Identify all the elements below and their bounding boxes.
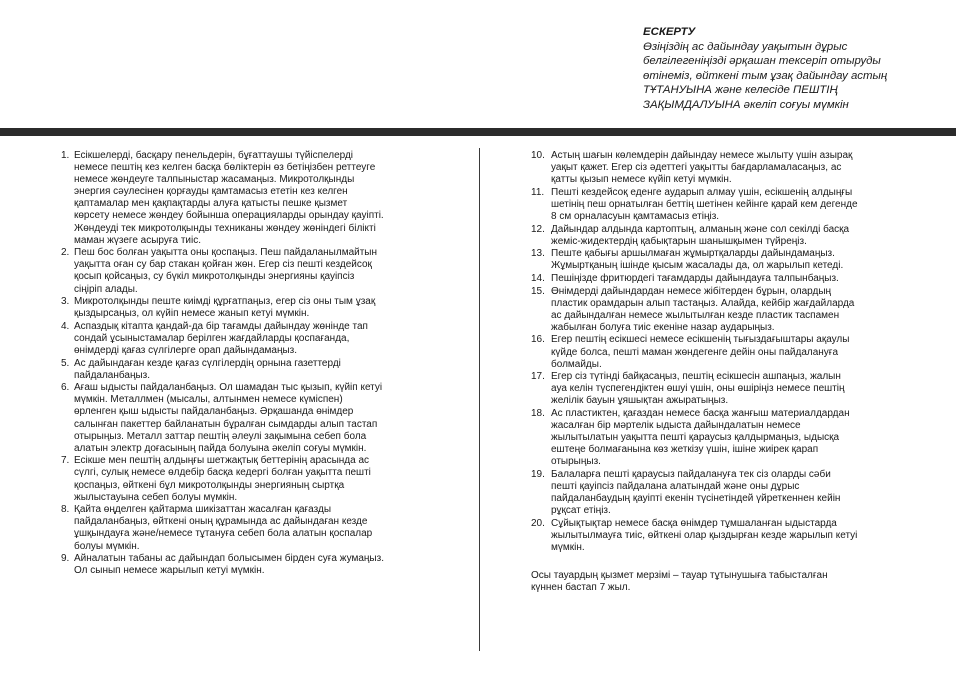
item-text: Микротолқынды пеште киімді құрғатпаңыз, егер сіз оны тым ұзақ қыздырсаңыз, ол күйіп немесе жанып кетуі мүмкін. [74,296,376,320]
item-number: 12. [531,223,545,235]
item-number: 5. [61,357,70,369]
column-divider [479,148,480,651]
instruction-item [531,248,931,272]
item-number: 3. [61,296,70,308]
item-number: 15. [531,285,545,297]
instruction-item [531,334,931,370]
item-text: Өнімдерді дайындардан немесе жібітерден бұрын, олардың пластик орамдарын алып тастаңыз. Алайда, кейбір жағдайларда ас дайындалған немесе жылытылған кезде пластик таспамен жабылған болуға тиіс екеніне назар аударыңыз. [551,285,855,333]
item-number: 8. [61,504,70,516]
item-number: 2. [61,247,70,259]
item-text: Пешіңізде фритюрдегі тағамдарды дайындауға талпынбаңыз. [551,272,839,284]
item-text: Егер сіз түтінді байқасаңыз, пештің есікшесін ашпаңыз, жалын ауа келін түспегендіктен өшуі үшін, оны өшіріңіз немесе пештің желілік бауын ұяшықтан ажыратыңыз. [551,371,845,407]
item-text: Қайта өңделген қайтарма шикізаттан жасалған қағазды пайдаланбаңыз, өйткені оның құрамында ас дайындаған кезде ұшқындауға және/немесе тұтануға себеп бола алатын қоспалар болуы мүмкін. [74,504,373,552]
instruction-item [531,224,931,248]
warning-title: ЕСКЕРТУ [643,26,696,38]
item-text: Аспаздық кітапта қандай-да бір тағамды дайындау жөнінде тап сондай ұсыныстамалар берілген жағдайларды қоспағанда, өнімдерді қағаз сүлгілерге орап дайындамаңыз. [74,320,368,356]
instruction-item [531,408,931,468]
instruction-item [61,553,473,577]
item-text: Пеште қабығы аршылмаған жұмыртқаларды дайындамаңыз. Жұмыртқаның ішінде қысым жасалады да, ол жарылып кетеді. [551,248,844,272]
instruction-item [61,455,473,503]
item-number: 1. [61,150,70,161]
item-number: 6. [61,382,70,394]
instruction-item [531,150,931,186]
item-number: 9. [61,553,70,565]
warning-body: Өзіңіздің ас дайындау уақытын дұрыс белгілегеніңізді әрқашан тексеріп отыруды өтінеміз, өйткені тым ұзақ дайындау астың ТҰТАНУЫНА және келесіде ПЕШТІҢ ЗАҚЫМДАЛУЫНА әкеліп соғуы мүмкін [643,40,888,111]
instruction-item [531,518,931,554]
item-text: Ас пластиктен, қағаздан немесе басқа жанғыш материалдардан жасалған бір мәртелік ыдыста дайындалатын немесе жылытылатын уақытта пешті қараусыз қалдырмаңыз, ыдысқа ештеңе болмағанына көз жеткізу үшін, ішіне жиірек қарап отырыңыз. [551,407,850,468]
right-list [531,150,931,554]
item-text: Сұйықтықтар немесе басқа өнімдер тұмшаланған ыдыстарда жылытылмауға тиіс, өйткені олар қыздырған кезде жарылып кетуі мүмкін. [551,517,858,553]
instruction-item [531,469,931,517]
header-divider-bar [0,128,956,136]
left-column [61,150,473,578]
item-text: Пешті кездейсоқ еденге аударып алмау үшін, есікшенің алдыңғы шетінің пеш орнатылған беттің шетінен кейінге қарай кем дегенде 8 см орналасуын қамтамасыз етіңіз. [551,186,858,222]
instruction-item [61,504,473,552]
item-text: Балаларға пешті қараусыз пайдалануға тек сіз оларды сәби пешті қауіпсіз пайдалана алатындай және оны дұрыс пайдаланбаудың қауіпті екенін түсінетіндей үйреткеннен кейін рұқсат етіңіз. [551,468,841,517]
item-number: 10. [531,150,545,161]
item-text: Дайындар алдында картоптың, алманың және сол секілді басқа жеміс-жидектердің қабықтарын шанышқымен түйреңіз. [551,223,850,247]
instruction-item [531,187,931,223]
instruction-item [531,273,931,285]
item-text: Астың шағын көлемдерін дайындау немесе жылыту үшін азырақ уақыт қажет. Егер сіз әдеттегі уақытты бағдарламаласаңыз, ас қатты қызып немесе күйіп кетуі мүмкін. [551,150,853,186]
instruction-item [61,382,473,455]
item-text: Егер пештің есікшесі немесе есікшенің тығыздағыштары ақаулы күйде болса, пешті маман жөндегенге дейін оны пайдалануға болмайды. [551,334,850,370]
instruction-item [61,358,473,382]
item-number: 13. [531,248,545,260]
warning-block [643,25,943,113]
item-text: Ас дайындаған кезде қағаз сүлгілердің орнына газеттерді пайдаланбаңыз. [74,357,341,381]
service-life-note: Осы тауардың қызмет мерзімі – тауар тұтынушыға табысталған күннен бастап 7 жыл. [531,570,828,594]
instruction-item [61,247,473,295]
item-number: 17. [531,371,545,383]
item-text: Пеш бос болған уақытта оны қоспаңыз. Пеш пайдаланылмайтын уақытта оған су бар стакан қойған жөн. Егер сіз пешті кездейсоқ қосып қойсаңыз, су бүкіл микротолқынды энергияны қауіпсіз сіңіріп алады. [74,247,378,295]
item-text: Есікшелерді, басқару пенельдерін, бұғаттаушы түйіспелерді немесе пештің кез келген басқа бөліктерін өз бетіңізбен реттеуге немесе жөндеуге талпыныстар жасамаңыз. Микротолқынды энергия сәулесінен қорғауды қамтамасыз ететін кез келген қаптамалар мен қақпақтарды алуға қатысты пешке қызмет көрсету немесе жөндеу бойынша операцияларды орындау қауіпті. Жөндеуді тек микротолқынды техниканы жөндеу жөніндегі білікті маман жүзеге асыруға тиіс. [74,150,384,246]
instruction-item [531,286,931,334]
item-number: 16. [531,334,545,346]
item-number: 4. [61,320,70,332]
item-text: Ағаш ыдысты пайдаланбаңыз. Ол шамадан тыс қызып, күйіп кетуі мүмкін. Металлмен (мысалы, алтынмен немесе күміспен) өрленген қыш ыдысты пайдаланбаңыз. Әрқашанда өнімдер салынған пакеттер байланатын бұралған сымдарды алып тастап отырыңыз. Металл заттар пештің әлеулі зақымына себеп бола алатын электр доғасының пайда болуына әкеліп соғуы мүмкін. [74,382,383,454]
instruction-item [61,321,473,357]
instruction-item [61,296,473,320]
item-number: 7. [61,455,70,467]
item-text: Есікше мен пештің алдыңғы шетжақтық беттерінің арасында ас сүлгі, сулық немесе өлдебір басқа кедергі болған уақытта пешті қоспаңыз, өйткені бұл микротолқынды энергияның сыртқа жылыстауына себеп болуы мүмкін. [74,455,371,503]
instruction-item [61,150,473,247]
item-number: 18. [531,407,545,419]
item-number: 11. [531,186,545,198]
item-text: Айналатын табаны ас дайындап болысымен бірден суға жумаңыз. Ол сынып немесе жарылып кетуі мүмкін. [74,553,384,577]
item-number: 14. [531,272,545,284]
right-column [531,150,931,594]
instruction-item [531,371,931,407]
item-number: 20. [531,517,545,529]
item-number: 19. [531,468,545,480]
